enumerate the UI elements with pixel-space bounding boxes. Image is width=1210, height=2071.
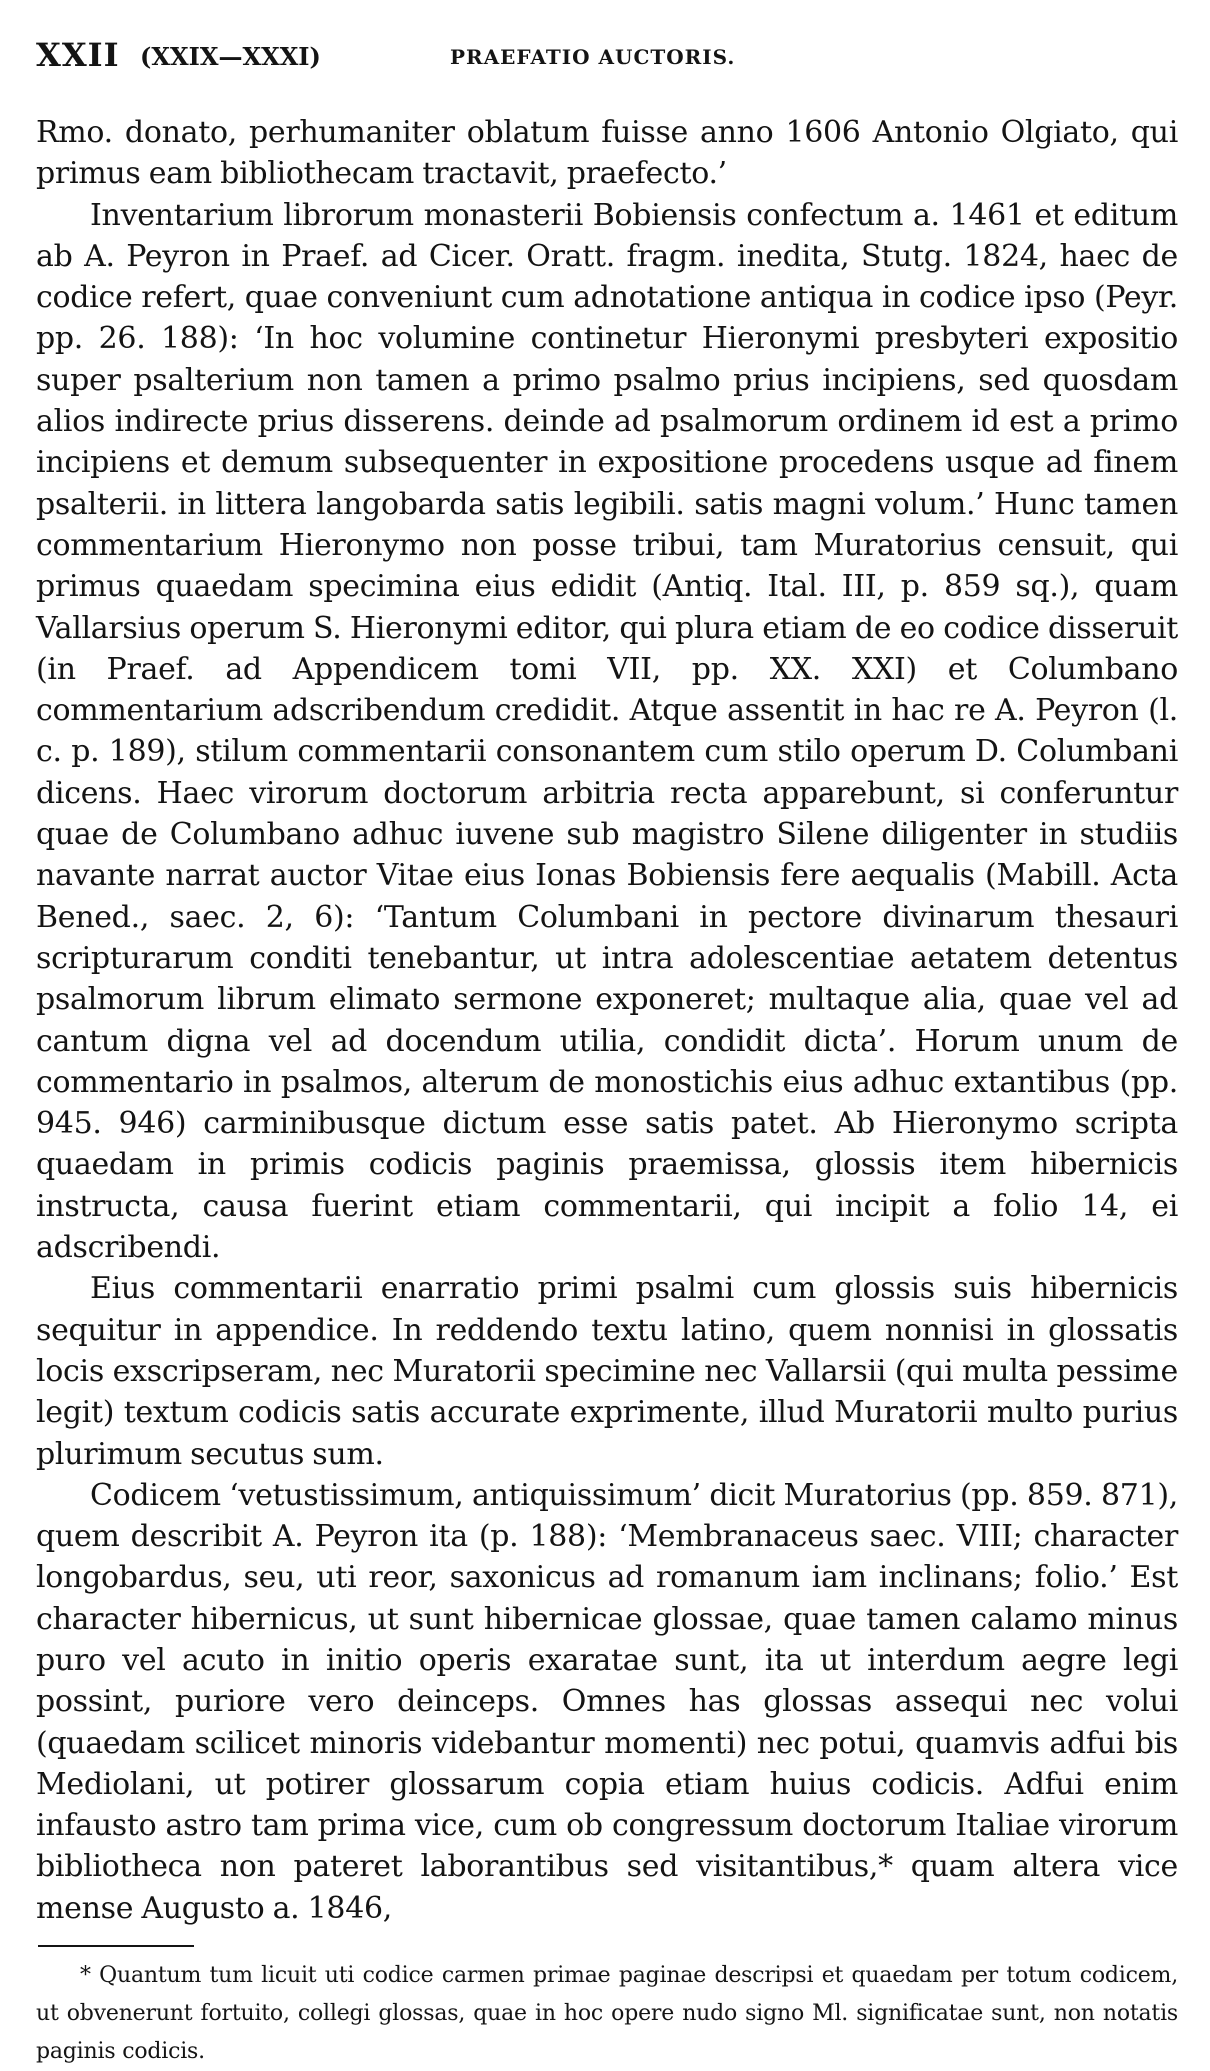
paragraph-1: Rmo. donato, perhumaniter oblatum fuisse anno 1606 Antonio Olgiato, qui primus eam bibliothecam tractavit, praefecto.’ [36,115,1178,192]
body-text [36,112,1178,1929]
section-range: (XXIX—XXXI) [140,42,321,71]
footnote: * Quantum tum licuit uti codice carmen primae paginae descripsi et quaedam per totum codicem, ut obvenerunt fortuito, collegi glossas, quae in hoc opere nudo signo Ml. significatae sunt, non notatis paginis codicis. [36,1963,1178,2065]
page [36,36,1178,2071]
paragraph-3: Eius commentarii enarratio primi psalmi cum glossis suis hibernicis sequitur in appendice. In reddendo textu latino, quem nonnisi in glossatis locis exscripseram, nec Muratorii specimine nec Vallarsii (qui multa pessime legit) textum codicis satis accurate exprimente, illud Muratorii multo purius plurimum secutus sum. [36,1271,1178,1472]
running-title: PRAEFATIO AUCTORIS. [450,45,736,69]
footnote-rule [38,1945,194,1947]
paragraph-4: Codicem ‘vetustissimum, antiquissimum’ dicit Muratorius (pp. 859. 871), quem describit A. Peyron ita (p. 188): ‘Membranaceus saec. VIII; character longobardus, seu, uti reor, saxonicus ad romanum iam inclinans; folio.’ Est character hibernicus, ut sunt hibernicae glossae, quae tamen calamo minus puro vel acuto in initio operis exaratae sunt, ita ut interdum aegre legi possint, puriore vero deinceps. Omnes has glossas assequi nec volui (quaedam scilicet minoris videbantur momenti) nec potui, quamvis adfui bis Mediolani, ut potirer glossarum copia etiam huius codicis. Adfui enim infausto astro tam prima vice, cum ob congressum doctorum Italiae virorum bibliotheca non pateret laborantibus sed visitantibus,* quam altera vice mense Augusto a. 1846, [36,1477,1178,1926]
page-number: XXII [36,36,120,74]
paragraph-2: Inventarium librorum monasterii Bobiensis confectum a. 1461 et editum ab A. Peyron in Praef. ad Cicer. Oratt. fragm. inedita, Stutg. 1824, haec de codice refert, quae conveniunt cum adnotatione antiqua in codice ipso (Peyr. pp. 26. 188): ‘In hoc volumine continetur Hieronymi presbyteri expositio super psalterium non tamen a primo psalmo prius incipiens, sed quosdam alios indirecte prius disserens. deinde ad psalmorum ordinem id est a primo incipiens et demum subsequenter in expositione procedens usque ad finem psalterii. in littera langobarda satis legibili. satis magni volum.’ Hunc tamen commentarium Hieronymo non posse tribui, tam Muratorius censuit, qui primus quaedam specimina eius edidit (Antiq. Ital. III, p. 859 sq.), quam Vallarsius operum S. Hieronymi editor, qui plura etiam de eo codice disseruit (in Praef. ad Appendicem tomi VII, pp. XX. XXI) et Columbano commentarium adscribendum credidit. Atque assentit in hac re A. Peyron (l. c. p. 189), stilum commentarii consonantem cum stilo operum D. Columbani dicens. Haec virorum doctorum arbitria recta apparebunt, si conferuntur quae de Columbano adhuc iuvene sub magistro Silene diligenter in studiis navante narrat auctor Vitae eius Ionas Bobiensis fere aequalis (Mabill. Acta Bened., saec. 2, 6): ‘Tantum Columbani in pectore divinarum thesauri scripturarum conditi tenebantur, ut intra adolescentiae aetatem detentus psalmorum librum elimato sermone exponeret; multaque alia, quae vel ad cantum digna vel ad docendum utilia, condidit dicta’. Horum unum de commentario in psalmos, alterum de monostichis eius adhuc extantibus (pp. 945. 946) carminibusque dictum esse satis patet. Ab Hieronymo scripta quaedam in primis codicis paginis praemissa, glossis item hibernicis instructa, causa fuerint etiam commentarii, qui incipit a folio 14, ei adscribendi. [36,197,1178,1266]
running-head [36,36,1178,86]
